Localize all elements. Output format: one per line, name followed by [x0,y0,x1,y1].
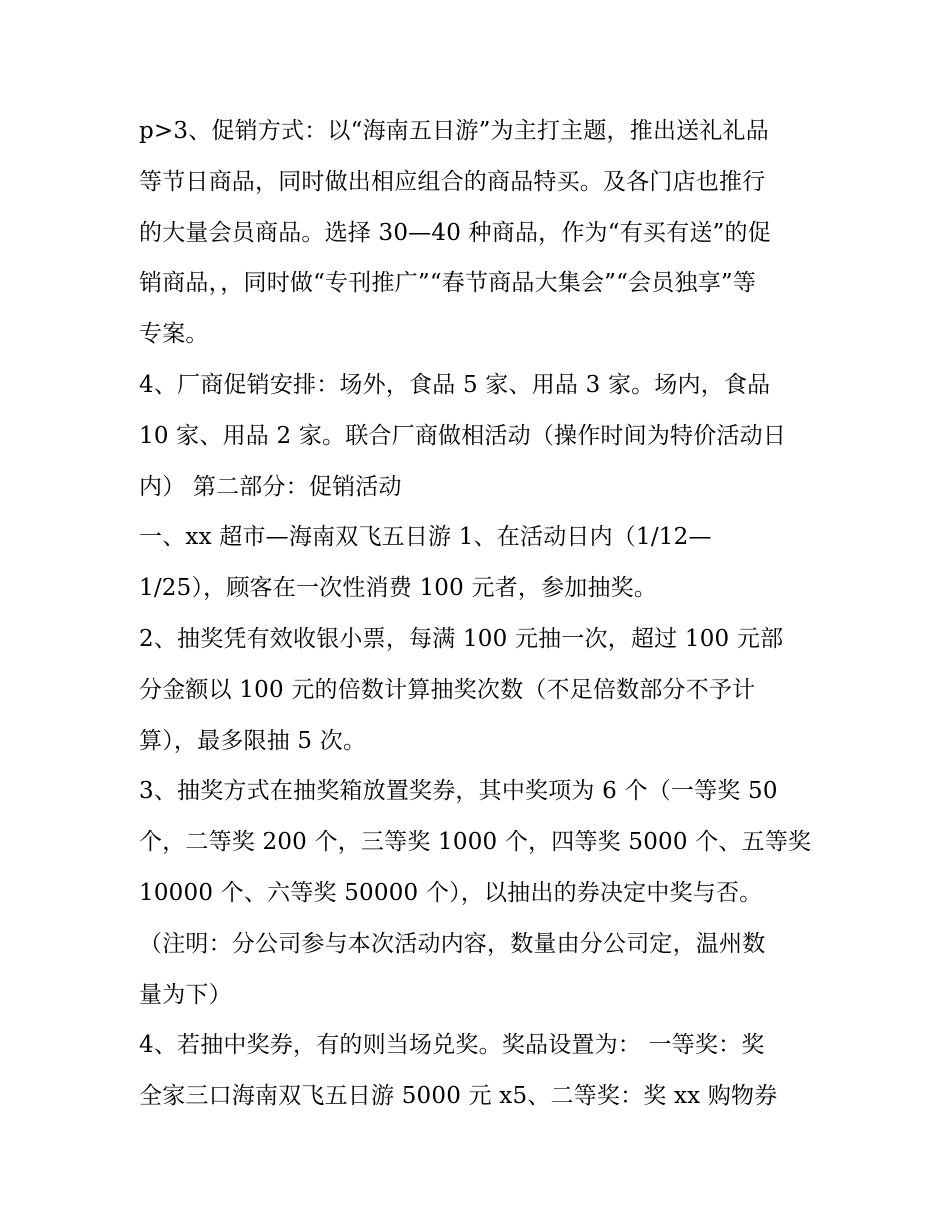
text-line-6: 4、厂商促销安排：场外，食品 5 家、用品 3 家。场内，食品 [139,371,771,398]
text-line-1: p>3、促销方式：以“海南五日游”为主打主题，推出送礼礼品 [139,118,769,144]
text-line-19: 4、若抽中奖券，有的则当场兑奖。奖品设置为： 一等奖：奖 [139,1032,765,1059]
text-line-15: 个，二等奖 200 个，三等奖 1000 个，四等奖 5000 个、五等奖 [139,829,812,856]
text-line-14: 3、抽奖方式在抽奖箱放置奖券，其中奖项为 6 个（一等奖 50 [139,778,778,805]
text-line-11: 2、抽奖凭有效收银小票，每满 100 元抽一次，超过 100 元部 [139,625,784,652]
text-line-5: 专案。 [139,321,209,348]
text-line-17: （注明：分公司参与本次活动内容，数量由分公司定，温州数 [139,930,766,957]
text-line-18: 量为下） [139,981,232,1008]
text-line-10: 1/25），顾客在一次性消费 100 元者，参加抽奖。 [139,575,658,602]
text-line-3: 的大量会员商品。选择 30—40 种商品，作为“有买有送”的促 [139,219,771,246]
text-line-2: 等节日商品，同时做出相应组合的商品特买。及各门店也推行 [139,168,766,195]
text-line-8: 内） 第二部分：促销活动 [139,473,402,500]
text-line-4: 销商品，，同时做“专刊推广”“春节商品大集会”“会员独享”等 [139,270,757,297]
text-line-12: 分金额以 100 元的倍数计算抽奖次数（不足倍数部分不予计 [139,676,756,703]
document-body [139,106,819,1122]
text-line-16: 10000 个、六等奖 50000 个），以抽出的券决定中奖与否。 [139,879,763,906]
text-line-20: 全家三口海南双飞五日游 5000 元 x5、二等奖：奖 xx 购物券 [139,1083,778,1110]
text-line-9: 一、xx 超市—海南双飞五日游 1、在活动日内（1/12— [139,524,712,551]
text-line-13: 算），最多限抽 5 次。 [139,727,367,754]
text-line-7: 10 家、用品 2 家。联合厂商做相活动（操作时间为特价活动日 [139,422,787,449]
